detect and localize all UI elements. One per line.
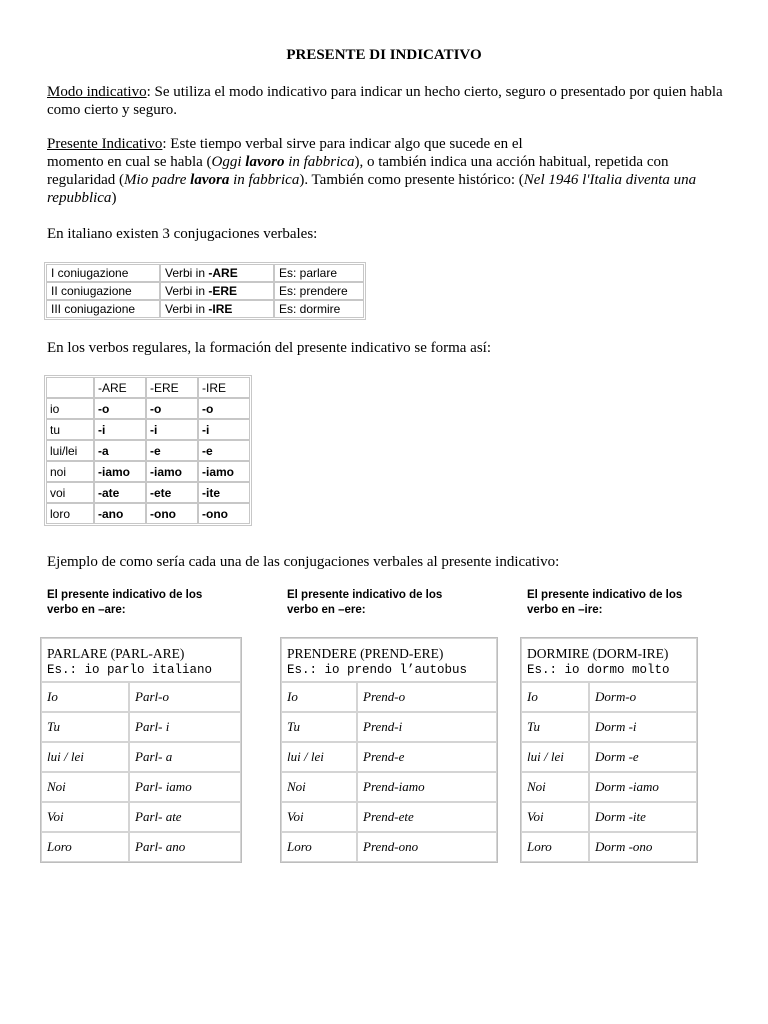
modo-paragraph <box>47 83 737 119</box>
table-row <box>46 398 250 419</box>
form-cell: Parl- iamo <box>129 772 241 802</box>
endings-table <box>44 375 252 526</box>
ending-cell: -e <box>198 440 250 461</box>
table-header: -ARE <box>94 377 146 398</box>
form-cell: Dorm -i <box>589 712 697 742</box>
ending-cell: -ano <box>94 503 146 524</box>
modo-label: Modo indicativo <box>47 84 147 100</box>
form-cell: Parl-o <box>129 682 241 712</box>
table-row <box>521 772 697 802</box>
verb-header <box>281 638 497 682</box>
pronoun-cell: voi <box>46 482 94 503</box>
example-text: in fabbrica <box>284 154 355 170</box>
ending-cell: -ate <box>94 482 146 503</box>
form-cell: Parl- ano <box>129 832 241 862</box>
ending-cell: -o <box>146 398 198 419</box>
table-row <box>46 264 364 282</box>
form-cell: Prend-e <box>357 742 497 772</box>
table-row <box>46 482 250 503</box>
pronoun-cell: Noi <box>521 772 589 802</box>
pronoun-cell: Noi <box>41 772 129 802</box>
ending-cell: -e <box>146 440 198 461</box>
pronoun-cell: lui / lei <box>281 742 357 772</box>
table-row <box>281 742 497 772</box>
verb-title: PRENDERE (PREND-ERE) <box>287 646 444 661</box>
ending-cell: -iamo <box>198 461 250 482</box>
example-text: Nel 1946 l'Italia diventa una repubblica <box>47 172 697 206</box>
table-cell <box>160 264 274 282</box>
table-row <box>46 300 364 318</box>
form-cell: Dorm -ono <box>589 832 697 862</box>
page-title: PRESENTE DI INDICATIVO <box>286 47 482 63</box>
table-header: -ERE <box>146 377 198 398</box>
table-cell <box>160 300 274 318</box>
cell-suffix: -IRE <box>208 302 233 316</box>
pronoun-cell: Loro <box>41 832 129 862</box>
table-cell: Es: dormire <box>274 300 364 318</box>
example-text: in fabbrica <box>229 172 300 188</box>
presente-label: Presente Indicativo <box>47 136 163 152</box>
example-text: Oggi <box>211 154 246 170</box>
form-cell: Prend-o <box>357 682 497 712</box>
modo-text: : Se utiliza el modo indicativo para indicar un hecho cierto, seguro o presentado por quien habla como cierto y seguro. <box>47 84 723 118</box>
intro-example: Ejemplo de como sería cada una de las conjugaciones verbales al presente indicativo: <box>47 554 560 570</box>
pronoun-cell: Tu <box>281 712 357 742</box>
table-row <box>46 282 364 300</box>
table-row <box>46 461 250 482</box>
table-header: -IRE <box>198 377 250 398</box>
cell-text: Verbi in <box>165 302 209 316</box>
form-cell: Dorm -e <box>589 742 697 772</box>
pronoun-cell: Voi <box>281 802 357 832</box>
pronoun-cell: Voi <box>41 802 129 832</box>
ending-cell: -ete <box>146 482 198 503</box>
table-cell: II coniugazione <box>46 282 160 300</box>
table-header-row <box>281 638 497 682</box>
table-cell: III coniugazione <box>46 300 160 318</box>
pronoun-cell: Noi <box>281 772 357 802</box>
table-row <box>521 682 697 712</box>
example-heading-are <box>47 588 247 618</box>
ending-cell: -iamo <box>94 461 146 482</box>
form-cell: Dorm -iamo <box>589 772 697 802</box>
form-cell: Prend-ete <box>357 802 497 832</box>
pronoun-cell: io <box>46 398 94 419</box>
intro-formation: En los verbos regulares, la formación del presente indicativo se forma así: <box>47 340 492 356</box>
example-verb: lavoro <box>245 154 285 170</box>
ending-cell: -a <box>94 440 146 461</box>
cell-suffix: -ARE <box>208 266 238 280</box>
heading-line: El presente indicativo de los <box>47 589 203 601</box>
presente-paragraph <box>47 135 737 207</box>
example-table-ere <box>280 637 498 863</box>
verb-title: DORMIRE (DORM-IRE) <box>527 646 669 661</box>
ending-cell: -o <box>94 398 146 419</box>
example-sentence: Es.: io parlo italiano <box>47 663 213 677</box>
table-cell <box>160 282 274 300</box>
heading-line: verbo en –are: <box>47 604 126 616</box>
table-header-row <box>521 638 697 682</box>
table-header <box>46 377 94 398</box>
heading-line: verbo en –ere: <box>287 604 366 616</box>
conjugation-table <box>44 262 366 320</box>
heading-line: verbo en –ire: <box>527 604 603 616</box>
ending-cell: -i <box>94 419 146 440</box>
heading-line: El presente indicativo de los <box>287 589 443 601</box>
verb-header <box>521 638 697 682</box>
example-verb: lavora <box>190 172 230 188</box>
pronoun-cell: Io <box>281 682 357 712</box>
form-cell: Dorm-o <box>589 682 697 712</box>
pronoun-cell: tu <box>46 419 94 440</box>
table-row <box>521 802 697 832</box>
intro-conjugations: En italiano existen 3 conjugaciones verbales: <box>47 226 318 242</box>
pronoun-cell: Io <box>521 682 589 712</box>
form-cell: Prend-i <box>357 712 497 742</box>
table-row <box>41 832 241 862</box>
presente-line1: : Este tiempo verbal sirve para indicar algo que sucede en el <box>162 136 523 152</box>
table-cell: Es: parlare <box>274 264 364 282</box>
table-row <box>41 742 241 772</box>
table-row <box>521 712 697 742</box>
cell-text: Verbi in <box>165 266 209 280</box>
table-row <box>41 802 241 832</box>
presente-text: ) <box>111 190 117 206</box>
table-row <box>41 712 241 742</box>
pronoun-cell: Loro <box>521 832 589 862</box>
table-header-row <box>46 377 250 398</box>
presente-text: momento en cual se habla ( <box>47 154 212 170</box>
table-row <box>281 802 497 832</box>
table-cell: I coniugazione <box>46 264 160 282</box>
ending-cell: -iamo <box>146 461 198 482</box>
table-row <box>46 419 250 440</box>
ending-cell: -ite <box>198 482 250 503</box>
form-cell: Prend-iamo <box>357 772 497 802</box>
pronoun-cell: loro <box>46 503 94 524</box>
table-row <box>281 682 497 712</box>
table-row <box>281 712 497 742</box>
table-row <box>41 682 241 712</box>
pronoun-cell: lui/lei <box>46 440 94 461</box>
pronoun-cell: Voi <box>521 802 589 832</box>
table-row <box>521 742 697 772</box>
ending-cell: -ono <box>198 503 250 524</box>
pronoun-cell: Tu <box>41 712 129 742</box>
table-row <box>41 772 241 802</box>
form-cell: Prend-ono <box>357 832 497 862</box>
example-sentence: Es.: io prendo l’autobus <box>287 663 468 677</box>
ending-cell: -o <box>198 398 250 419</box>
example-text: Mio padre <box>124 172 191 188</box>
table-row <box>46 503 250 524</box>
presente-text: ), o también indica una acción habitual, repetida con regularidad ( <box>47 154 669 188</box>
ending-cell: -i <box>198 419 250 440</box>
ending-cell: -i <box>146 419 198 440</box>
form-cell: Parl- i <box>129 712 241 742</box>
form-cell: Parl- a <box>129 742 241 772</box>
table-header-row <box>41 638 241 682</box>
table-row <box>521 832 697 862</box>
verb-title: PARLARE (PARL-ARE) <box>47 646 185 661</box>
table-row <box>46 440 250 461</box>
table-row <box>281 832 497 862</box>
example-table-are <box>40 637 242 863</box>
presente-text: ). También como presente histórico: ( <box>299 172 524 188</box>
example-sentence: Es.: io dormo molto <box>527 663 670 677</box>
form-cell: Parl- ate <box>129 802 241 832</box>
cell-suffix: -ERE <box>208 284 238 298</box>
pronoun-cell: Loro <box>281 832 357 862</box>
table-cell: Es: prendere <box>274 282 364 300</box>
example-heading-ire <box>527 588 727 618</box>
cell-text: Verbi in <box>165 284 209 298</box>
verb-header <box>41 638 241 682</box>
pronoun-cell: noi <box>46 461 94 482</box>
ending-cell: -ono <box>146 503 198 524</box>
example-heading-ere <box>287 588 487 618</box>
pronoun-cell: lui / lei <box>41 742 129 772</box>
pronoun-cell: Io <box>41 682 129 712</box>
form-cell: Dorm -ite <box>589 802 697 832</box>
pronoun-cell: lui / lei <box>521 742 589 772</box>
pronoun-cell: Tu <box>521 712 589 742</box>
table-row <box>281 772 497 802</box>
example-table-ire <box>520 637 698 863</box>
heading-line: El presente indicativo de los <box>527 589 683 601</box>
